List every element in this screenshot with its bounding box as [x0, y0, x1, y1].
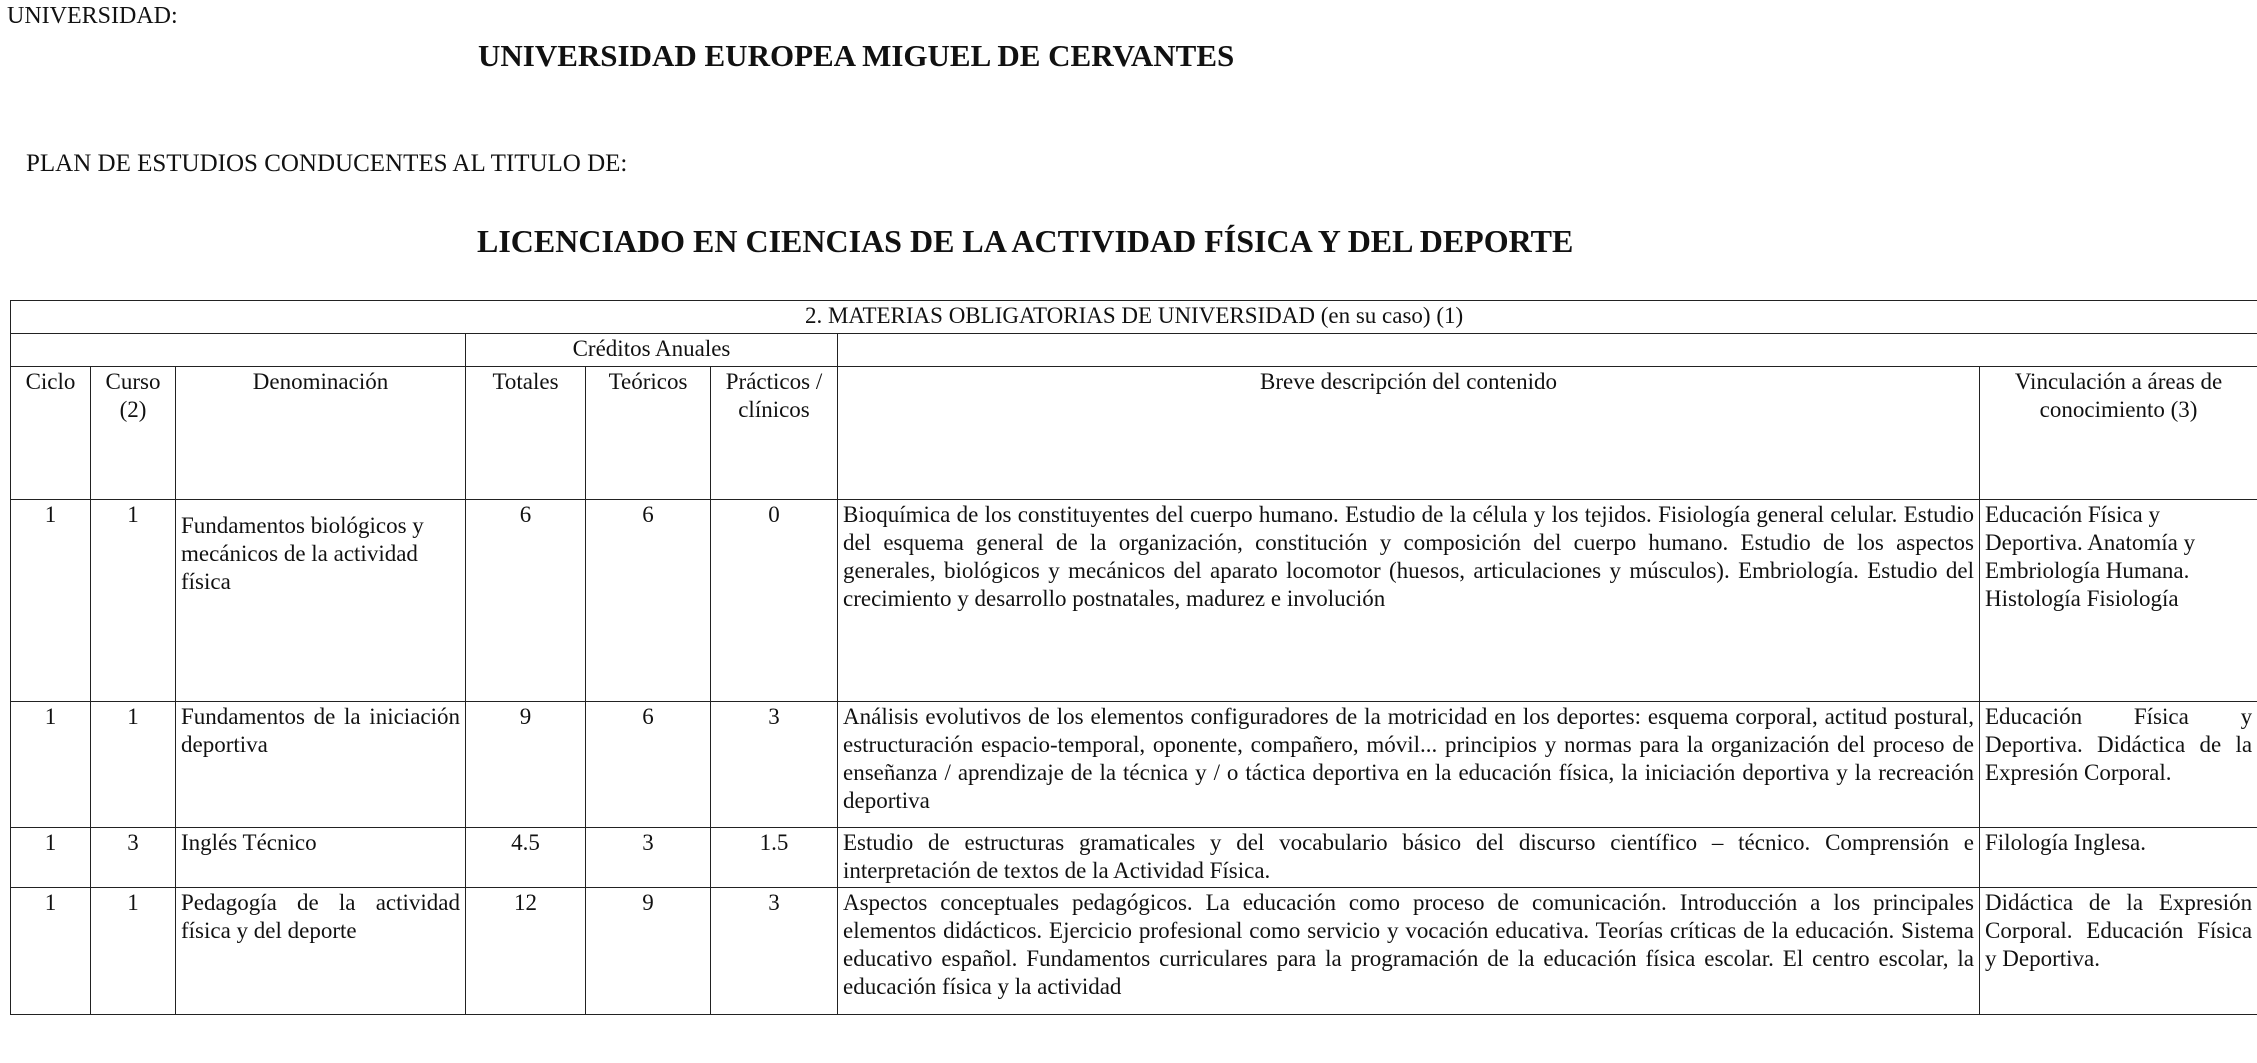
cell-practicos: 3: [711, 888, 838, 1015]
cell-descripcion: Análisis evolutivos de los elementos configuradores de la motricidad en los deportes: esquema corporal, actitud postural, estructuración espacio-temporal, oponente, compañero, móvil... principios y normas para la organización del proceso de enseñanza / aprendizaje de la técnica y / o táctica deportiva en la educación física, la iniciación deportiva y la recreación deportiva: [838, 702, 1980, 828]
col-totales: Totales: [466, 367, 586, 500]
cell-vinculacion: Educación Física y Deportiva. Anatomía y Embriología Humana. Histología Fisiología: [1980, 500, 2257, 702]
cell-curso: 1: [91, 888, 176, 1015]
cell-ciclo: 1: [11, 828, 91, 888]
cell-practicos: 1.5: [711, 828, 838, 888]
cell-teoricos: 6: [586, 702, 711, 828]
col-vinculacion: Vinculación a áreas de conocimiento (3): [1980, 367, 2257, 500]
cell-teoricos: 9: [586, 888, 711, 1015]
table-row: [11, 702, 2257, 828]
degree-title: LICENCIADO EN CIENCIAS DE LA ACTIVIDAD FÍSICA Y DEL DEPORTE: [477, 223, 1574, 259]
table-row: [11, 828, 2257, 888]
cell-practicos: 3: [711, 702, 838, 828]
col-denominacion: Denominación: [176, 367, 466, 500]
cell-ciclo: 1: [11, 888, 91, 1015]
cell-teoricos: 6: [586, 500, 711, 702]
university-label: UNIVERSIDAD:: [7, 3, 178, 29]
cell-denominacion: Pedagogía de la actividad física y del deporte: [176, 888, 466, 1015]
cell-denominacion: Inglés Técnico: [176, 828, 466, 888]
cell-totales: 9: [466, 702, 586, 828]
cell-descripcion: Estudio de estructuras gramaticales y del vocabulario básico del discurso científico – técnico. Comprensión e interpretación de textos de la Actividad Física.: [838, 828, 1980, 888]
cell-vinculacion: Didáctica de la Expresión Corporal. Educación Física y Deportiva.: [1980, 888, 2257, 1015]
col-practicos: Prácticos / clínicos: [711, 367, 838, 500]
cell-descripcion: Aspectos conceptuales pedagógicos. La educación como proceso de comunicación. Introducción a los principales elementos didácticos. Ejercicio profesional como servicio y vocación educativa. Teorías críticas de la educación. Sistema educativo español. Fundamentos curriculares para la programación de la educación física escolar. El centro escolar, la educación física y la actividad: [838, 888, 1980, 1015]
cell-vinculacion: Filología Inglesa.: [1980, 828, 2257, 888]
col-teoricos: Teóricos: [586, 367, 711, 500]
cell-totales: 4.5: [466, 828, 586, 888]
table-title: 2. MATERIAS OBLIGATORIAS DE UNIVERSIDAD (en su caso) (1): [11, 301, 2257, 334]
plan-label: PLAN DE ESTUDIOS CONDUCENTES AL TITULO DE:: [26, 150, 628, 177]
col-ciclo: Ciclo: [11, 367, 91, 500]
col-curso: Curso (2): [91, 367, 176, 500]
table-row: [11, 888, 2257, 1015]
cell-vinculacion: Educación Física y Deportiva. Didáctica de la Expresión Corporal.: [1980, 702, 2257, 828]
cell-ciclo: 1: [11, 702, 91, 828]
creditos-header: Créditos Anuales: [466, 334, 838, 367]
cell-denominacion: Fundamentos biológicos y mecánicos de la actividad física: [176, 500, 466, 702]
cell-totales: 12: [466, 888, 586, 1015]
cell-totales: 6: [466, 500, 586, 702]
cell-denominacion: Fundamentos de la iniciación deportiva: [176, 702, 466, 828]
university-name: UNIVERSIDAD EUROPEA MIGUEL DE CERVANTES: [478, 38, 1235, 73]
cell-curso: 3: [91, 828, 176, 888]
cell-practicos: 0: [711, 500, 838, 702]
cell-curso: 1: [91, 702, 176, 828]
subjects-table: [10, 300, 2257, 1015]
table-row: [11, 500, 2257, 702]
cell-ciclo: 1: [11, 500, 91, 702]
cell-teoricos: 3: [586, 828, 711, 888]
cell-descripcion: Bioquímica de los constituyentes del cuerpo humano. Estudio de la célula y los tejidos. Fisiología general celular. Estudio del esquema general de la organización, constitución y composición del cuerpo humano. Estudio de los aspectos generales, biológicos y mecánicos del aparato locomotor (huesos, articulaciones y músculos). Embriología. Estudio del crecimiento y desarrollo postnatales, madurez e involución: [838, 500, 1980, 702]
cell-curso: 1: [91, 500, 176, 702]
blank-header-cell: [11, 334, 466, 367]
col-descripcion: Breve descripción del contenido: [838, 367, 1980, 500]
blank-header-cell: [838, 334, 2257, 367]
